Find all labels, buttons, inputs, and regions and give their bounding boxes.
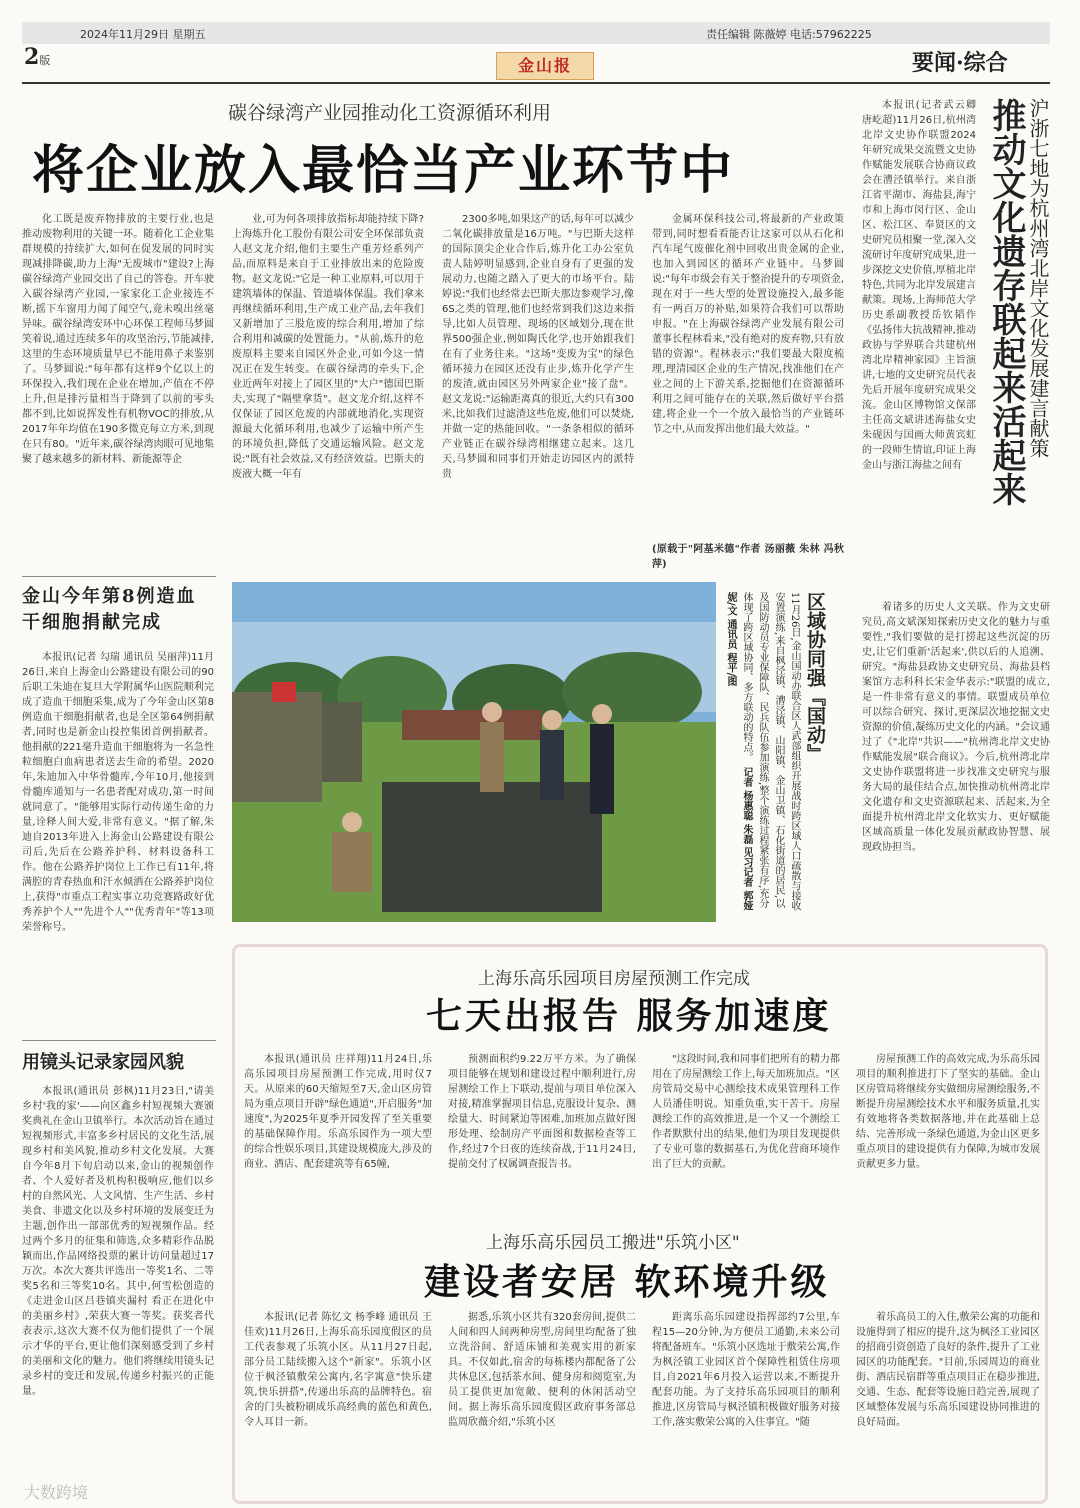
box2-col-4: 着乐高员工的入住,敷荣公寓的功能和设施得到了相应的提升,这为枫泾工业园区的招商引资创造了良好的条件,提升了工业园区的功能配套。"目前,乐园周边的商业街、酒店民宿群等重点项目正在稳步推进,交通、生态、配套等设施日趋完善,展现了区域整体发展与乐高乐园建设协同推进的良好局面。 [856, 1312, 1040, 1428]
box2-kicker: 上海乐高乐园员工搬进"乐筑小区" [486, 1233, 740, 1253]
right-body-text: 着诸多的历史人文关联。作为文史研究员,高文斌深知探索历史文化的魅力与重要性,"我们要做的是打捞起这些沉淀的历史,让它们重新'活起来',供以后的人追溯、研究。"海盐县政协文史研究员、海盐县档案馆方志科科长宋金华表示:"联盟的成立,是一件非常有意义的事情。联盟成员单位可以综合研究、探讨,更深层次地挖掘文史资源的价值,凝练历史文化的内涵。"会议通过了《"北岸"共识——"杭州湾北岸文史协作赋能发展"联合商议》。今后,杭州湾北岸文史协作联盟将进一步找准文史研究与服务大局的最佳结合点,加快推动杭州湾北岸文化遗存和文史资源联起来、活起来,为全面提升杭州湾北岸文化软实力、更好赋能区域高质量一体化发展贡献政协智慧、展现政协担当。 [862, 602, 1050, 853]
box1-col-1: 本报讯(通讯员 庄祥翔)11月24日,乐高乐园项目房屋预测工作完成,用时仅7天。从原来的60天缩短至7天,金山区房管局为重点项目开辟"绿色通道",开启服务"加速度",为2025年夏季开园发挥了至关重要的基础保障作用。乐高乐园作为一项大型的综合性娱乐项目,其建设规模庞大,涉及的商业、酒店、配套建筑等有65幢, [244, 1054, 432, 1170]
main-col-1: 化工既是废弃物排放的主要行业,也是推动废物利用的关键一环。随着化工企业集群规模的持续扩大,如何在促发展的同时实现减排降碳,助力上海"无废城市"建设?上海碳谷绿湾产业园交出了自己的答卷。开车驶入碳谷绿湾产业园,一家家化工企业接连不断,摇下车窗用力闻了闻空气,竟未嗅出丝毫异味。碳谷绿湾安环中心环保工程师马梦圆笑着说,通过连续多年的攻坚治污,节能减排,这里的生态环境质量早已不能用鼻子来鉴别了。马梦圆说:"每年都有这样9个亿以上的环保投入,我们现在企业在增加,产值在不停上升,但是排污量相当于降到了以前的零头都不到,比如说挥发性有机物VOC的排放,从2017年年均值在190多微克每立方米,到现在只有80。"近年来,碳谷绿湾肉眼可见地集聚了越来越多的新材料、新能源等企 [22, 214, 214, 465]
page-unit: 版 [39, 54, 51, 67]
box2-col-1: 本报讯(记者 陈忆文 杨季峰 通讯员 王佳欢)11月26日,上海乐高乐园度假区的员工代表参观了乐筑小区。从11月27日起,部分员工陆续搬入这个"新家"。乐筑小区位于枫泾镇敷荣公寓内,名字寓意"快乐建筑,快乐拼搭",传递出乐高的品牌特色。宿舍的门头被粉刷成乐高经典的蓝色和黄色,令人耳目一新。 [244, 1312, 432, 1428]
issue-date: 2024年11月29日 星期五 [80, 28, 206, 41]
main-kicker: 碳谷绿湾产业园推动化工资源循环利用 [228, 102, 552, 124]
box1-col-3: "这段时间,我和同事们把所有的精力都用在了房屋测绘工作上,每天加班加点。"区房管局交易中心测绘技术成果管理科工作人员潘佳明说。知重负重,实干苦干。房屋测绘工作的高效推进,是一个又一个测绘工作者默默付出的结果,他们为项目发现提供了专业可靠的数据基石,为优化营商环境作出了巨大的贡献。 [652, 1054, 840, 1170]
box1-col-4: 房屋预测工作的高效完成,为乐高乐园项目的顺利推进打下了坚实的基础。金山区房管局将继续夯实做细房屋测绘服务,不断提升房屋测绘技术水平和服务质量,扎实有效地将各类数据落地,并在此基础上总结、完善形成一条绿色通道,为金山区更多重点项目的建设提供有力保障,为城市发展贡献更多力量。 [856, 1054, 1040, 1170]
lens-headline: 用镜头记录家园风貌 [22, 1052, 184, 1073]
right-headline: 推动文化遗存联起来活起来 [986, 98, 1026, 506]
drill-photo-illustration [232, 582, 716, 922]
right-lead-text: 本报讯(记者武云卿 唐屹超)11月26日,杭州湾北岸文史协作联盟2024年研究成果交流暨文史协作赋能发展联合协商议政会在漕泾镇举行。来自浙江省平湖市、海盐县,海宁市和上海市闵行区、金山区、松江区、奉贤区的文史研究员相聚一堂,深入交流研讨年度研究成果,进一步深挖文史价值,厚植北岸特色,共同为北岸发展建言献策。现场,上海师范大学历史系副教授岳钦韬作《弘扬伟大抗战精神,推动政协与学界联合共建杭州湾北岸精神家园》主旨演讲,七地的文史研究员代表先后开展年度研究成果交流。金山区博物馆文保部主任高文斌讲述海盐女史朱砚因与国画大师黄宾虹的一段师生情谊,印证上海金山与浙江海盐之间有 [862, 100, 976, 471]
main-col-4: 金属环保科技公司,将最新的产业政策带到,同时想看看能否让这家可以从石化和汽车尾气废催化剂中回收出贵金属的企业,也加入到园区的循环产业链中。马梦圆说:"每年市级会有关于整治提升的专项资金,现在对于一些大型的处置设施投入,最多能有一两百万的补贴,如果符合我们可以帮助申报。"在上海碳谷绿湾产业发展有限公司董事长程林看来,"没有绝对的废弃物,只有放错的资源"。程林表示:"我们要最大限度梳理,理清园区企业的生产情况,找准他们在产业之间的上下游关系,挖掘他们在资源循环利用之间可能存在的关联,然后做好平台搭建,将企业一个一个放入最恰当的产业链环节之中,从而发挥出他们最大效益。" [652, 214, 844, 435]
box1-col-2: 预测面积约9.22万平方米。为了确保项目能够在规划和建设过程中顺利进行,房屋测绘工作上下联动,提前与项目单位深入对接,精准掌握项目信息,克服设计复杂、测绘量大、时间紧迫等困难,加班加点做好图形处理、绘制房产平面图和数据检查等工作,经过7个日夜的连续奋战,于11月24日,提前交付了权属调查报告书。 [448, 1054, 636, 1170]
left-divider-1 [22, 576, 216, 577]
editor-info: 责任编辑 陈薇婷 电话:57962225 [706, 28, 872, 41]
main-col-3: 2300多吨,如果这产的话,每年可以减少二氧化碳排放量是16万吨。"与巴斯夫这样的国际顶尖企业合作后,炼升化工办公室负责人陆婷明显感到,企业自身有了更强的发展动力,也随之踏入了更大的市场平台。陆婷说:"我们也经常去巴斯夫那边参观学习,像6S之类的管理,他们也经常到我们这边来指导,比如人员管理、现场的区域划分,现在世界500强企业,例如陶氏化学,也开始跟我们在有了业务往来。"这场"变废为宝"的绿色循环接力在园区还没有止步,炼升化学产生的废渣,就由园区另外两家企业"接了盘"。赵文龙说:"运输距离真的很近,大约只有300米,比如我们过滤渣这些危废,他们可以焚烧,并做一定的热能回收。"一条条相似的循环产业链正在碳谷绿湾相继建立起来。这几天,马梦圆和同事们开始走访园区内的派特贵 [442, 214, 634, 480]
box1-kicker: 上海乐高乐园项目房屋预测工作完成 [478, 969, 750, 989]
stemcell-headline: 金山今年第8例造血干细胞捐献完成 [22, 586, 197, 633]
section-title: 要闻·综合 [912, 50, 1008, 76]
main-col-2: 业,可为何各项排放指标却能持续下降?上海炼升化工股份有限公司安全环保部负责人赵文龙介绍,他们主要生产重芳烃系列产品,而原料是来自于工业排放出来的危险废物。赵文龙说:"它是一种工业原料,可以用于建筑墙体的保温、管道墙体保温。我们拿来再继续循环利用,生产成工业产品,去年我们又新增加了三股危废的综合利用,增加了综合利用和减碳的处置能力。"从前,炼升的危废原料主要来自园区外企业,可如今这一情况正在发生转变。在碳谷绿湾的牵头下,企业近两年对接上了园区里的"大户"德国巴斯夫,实现了"隔壁拿货"。赵文龙介绍,这样不仅保证了园区危废的内部就地消化,实现资源最大化循环利用,也减少了运输中所产生的环境负担,降低了交通运输风险。赵文龙说:"既有社会效益,又有经济效益。巴斯夫的废液大概一年有 [232, 214, 424, 480]
box2-col-3: 距离乐高乐园建设指挥部约7公里,车程15—20分钟,为方便员工通勤,未来公司将配备班车。"乐筑小区选址于敷荣公寓,作为枫泾镇工业园区首个保障性租赁住房项目,自2021年6月投入运营以来,不断提升配套功能。为了支持乐高乐园项目的顺利推进,区房管局与枫泾镇积极做好服务对接工作,落实敷荣公寓的入住事宜。"随 [652, 1312, 840, 1428]
header-rule [22, 82, 1050, 84]
main-headline: 将企业放入最恰当产业环节中 [32, 140, 735, 201]
photo-headline: 区域协同强『国动』 [804, 592, 826, 763]
main-credit: (原载于"阿基米德"作者 汤丽薇 朱林 冯秋萍) [652, 544, 844, 570]
watermark: 大数跨境 [24, 1483, 89, 1502]
box1-headline: 七天出报告 服务加速度 [426, 995, 832, 1037]
page-number: 2版 [24, 44, 51, 70]
left-divider-2 [22, 1040, 216, 1041]
lens-body: 本报讯(通讯员 彭枫)11月23日,"请美乡村'我的家'——向区鑫乡村短视频大赛颁奖典礼在金山卫镇举行。本次活动旨在通过短视频形式,丰富多乡村居民的文化生活,展现乡村和美风貌,推动乡村文化发展。大赛自今年8月下旬启动以来,金山的视频创作者、个人爱好者及机构积极响应,他们以乡村的自然风光、人文风情、生产生活、乡村美食、非遗文化以及乡村环境的发展变迁为主题,创作出一部部优秀的短视频作品。经过两个多月的征集和筛选,众多精彩作品脱颖而出,作品网络投票的累计访问量超过17万次。本次大赛共评选出一等奖1名、二等奖5名和三等奖10名。其中,何雪松创造的《走进金山区吕巷镇夹漏村 看正在进化中的美丽乡村》,荣获大赛一等奖。获奖者代表表示,这次大赛不仅为他们提供了一个展示才华的平台,更让他们深刻感受到了乡村的美丽和文化的魅力。他们将继续用镜头记录乡村的变迁和发展,传递乡村振兴的正能量。 [22, 1086, 214, 1397]
masthead-bar [22, 22, 1050, 44]
stemcell-body: 本报讯(记者 勾瑞 通讯员 吴丽萍)11月26日,来自上海金山公路建设有限公司的90后职工朱迪在复旦大学附属华山医院顺利完成了造血干细胞采集,成为了今年金山区第8例造血干细胞捐献者,也是全区第64例捐献者,同时也是新金山投控集团首例捐献者。他捐献的221毫升造血干细胞将为一名急性粒细胞白血病患者送去生命的希望。2020年,朱迪加入中华骨髓库,今年10月,他接到骨髓库通知与一名患者配对成功,第一时间就同意了。"能够用实际行动传递生命的力量,诠释人间大爱,非常有意义。"据了解,朱迪自2013年进入上海金山公路建设有限公司后,先后在公路养护科、材料设备科工作。他在公路养护岗位上工作已有11年,将满腔的青春热血和汗水倾洒在公路养护岗位上,获得"市重点工程实事立功竞赛路政好优秀养护个人""先进个人""优秀青年"等13项荣誉称号。 [22, 652, 214, 933]
right-subtitle: 沪浙七地为杭州湾北岸文化发展建言献策 [1026, 98, 1050, 458]
drill-photo [232, 582, 716, 922]
photo-caption: 11月26日,金山国动办联合区人武部组织开展战时跨区域人口疏散与接收安置演练,来自枫泾镇、漕泾镇、山阳镇、金山卫镇、石化街道的居民,以及国防动员专业保障队、民兵队伍参加演练,整个演练过程紧张有序,充分体现了跨区域协同、多方联动的特点。 记者 杨惠聪 朱磊 见习记者 郭娅妮/文 通讯员 程平/图 [725, 592, 800, 911]
newspaper-logo: 金山报 [496, 52, 594, 80]
box2-headline: 建设者安居 软环境升级 [424, 1261, 830, 1303]
box2-col-2: 据悉,乐筑小区共有320套房间,提供二人间和四人间两种房型,房间里均配备了独立洗浴间、舒适床铺和美观实用的新家具。不仅如此,宿舍的每栋楼内都配备了公共休息区,包括茶水间、健身房和阅览室,为员工提供更加宽敞、便利的休闲活动空间。据上海乐高乐园度假区政府事务部总监周欣薇介绍,"乐筑小区 [448, 1312, 636, 1428]
